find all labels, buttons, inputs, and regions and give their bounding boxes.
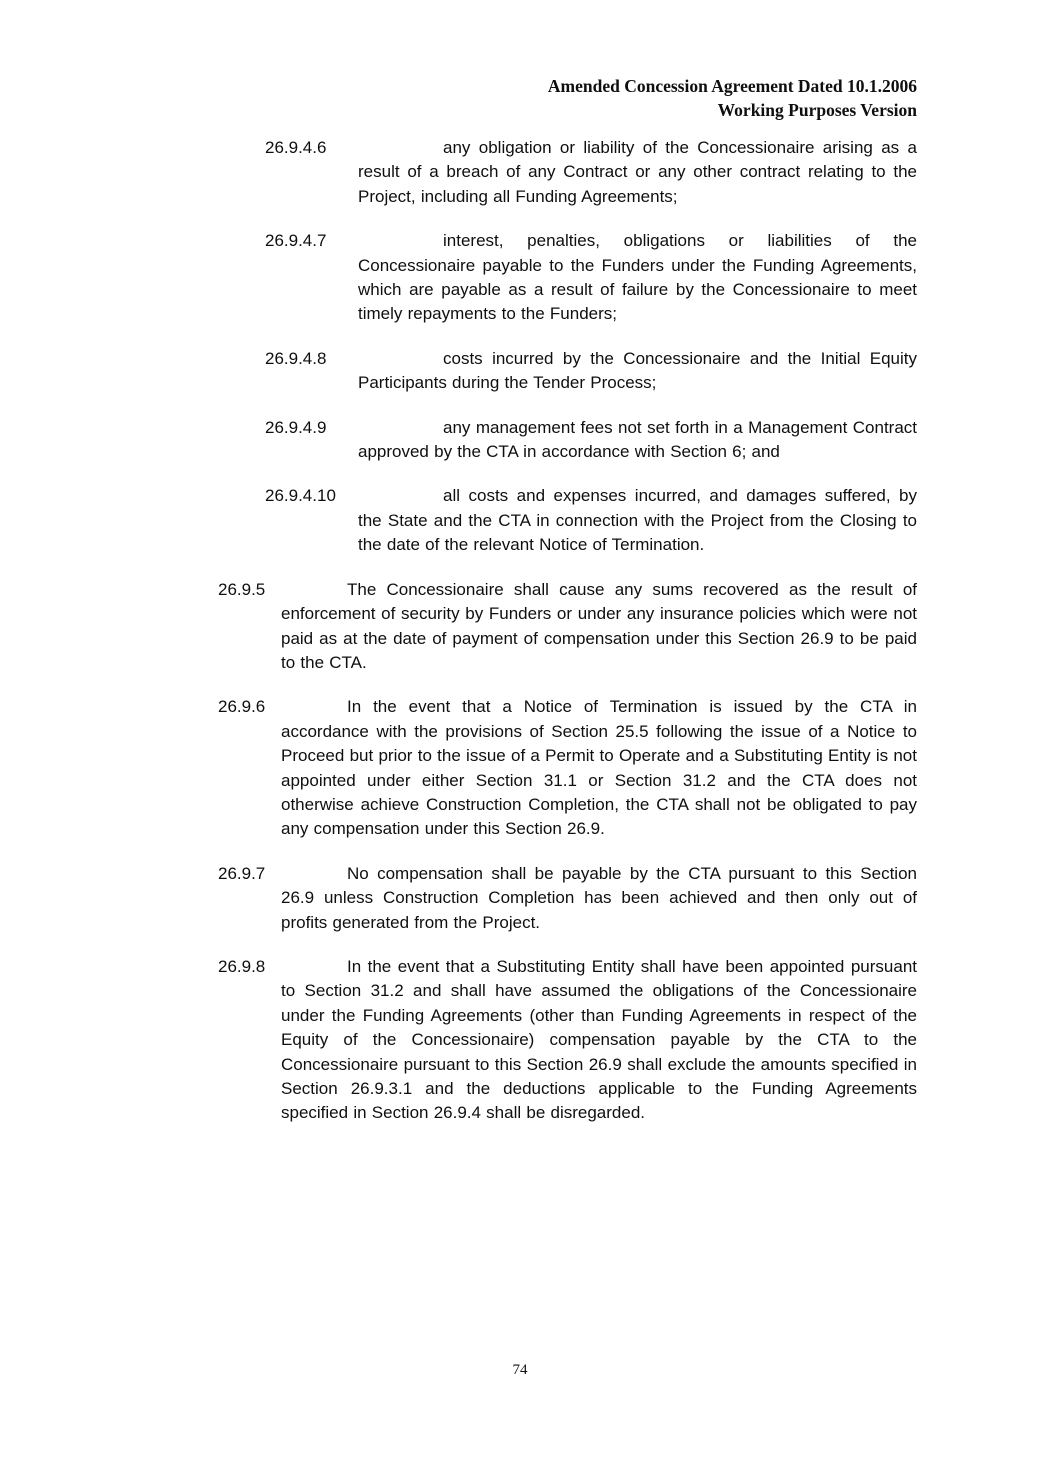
clause-number: 26.9.6 [218, 697, 266, 717]
clause-number: 26.9.8 [218, 956, 266, 976]
clause-text: any management fees not set forth in a Management Contract approved by the CTA in accordance with Section 6; and [358, 417, 917, 462]
header-line-1: Amended Concession Agreement Dated 10.1.2006 [547, 76, 917, 96]
clause-number: 26.9.4.6 [265, 138, 327, 157]
clause-26-9-4-8 [265, 347, 917, 396]
clause-text: In the event that a Substituting Entity shall have been appointed pursuant to Section 31.2 and shall have assumed the obligations of the Concessionaire under the Funding Agreements (other than Funding Agreements in respect of the Equity of the Concessionaire) compensation payable by the CTA to the Concessionaire pursuant to this Section 26.9 shall exclude the amounts specified in Section 26.9.3.1 and the deductions applicable to the Funding Agreements specified in Section 26.9.4 shall be disregarded. [281, 956, 917, 1123]
clause-number: 26.9.4.10 [265, 486, 336, 506]
clause-26-9-4-10 [265, 484, 917, 557]
clause-text: In the event that a Notice of Termination is issued by the CTA in accordance with the provisions of Section 25.5 following the issue of a Notice to Proceed but prior to the issue of a Permit to Operate and a Substituting Entity is not appointed under either Section 31.1 or Section 31.2 and the CTA does not otherwise achieve Construction Completion, the CTA shall not be obligated to pay any compensation under this Section 26.9. [281, 697, 917, 839]
clause-26-9-8 [218, 955, 917, 1126]
header-line-2: Working Purposes Version [717, 100, 917, 120]
clause-26-9-6 [218, 695, 917, 841]
document-body [0, 136, 1040, 1146]
clause-number: 26.9.4.7 [265, 231, 327, 251]
clause-number: 26.9.5 [218, 579, 266, 599]
clause-number: 26.9.4.8 [265, 348, 327, 368]
document-header [548, 74, 917, 122]
clause-text: all costs and expenses incurred, and damages suffered, by the State and the CTA in connection with the Project from the Closing to the date of the relevant Notice of Termination. [358, 486, 917, 555]
clause-26-9-4-9 [265, 416, 917, 465]
clause-26-9-7 [218, 862, 917, 935]
clause-text: costs incurred by the Concessionaire and the Initial Equity Participants during the Tender Process; [358, 348, 917, 393]
clause-text: The Concessionaire shall cause any sums recovered as the result of enforcement of security by Funders or under any insurance policies which were not paid as at the date of payment of compensation under this Section 26.9 to be paid to the CTA. [281, 579, 917, 672]
clause-26-9-5 [218, 578, 917, 676]
clause-26-9-4-7 [265, 229, 917, 327]
clause-26-9-4-6 [265, 136, 917, 209]
clause-text: No compensation shall be payable by the CTA pursuant to this Section 26.9 unless Construction Completion has been achieved and then only out of profits generated from the Project. [281, 863, 917, 932]
page-number: 74 [512, 1362, 528, 1378]
clause-number: 26.9.7 [218, 863, 266, 883]
clause-text: interest, penalties, obligations or liabilities of the Concessionaire payable to the Funders under the Funding Agreements, which are payable as a result of failure by the Concessionaire to meet timely repayments to the Funders; [358, 231, 917, 324]
clause-text: any obligation or liability of the Concessionaire arising as a result of a breach of any Contract or any other contract relating to the Project, including all Funding Agreements; [358, 138, 917, 206]
clause-number: 26.9.4.9 [265, 417, 327, 437]
